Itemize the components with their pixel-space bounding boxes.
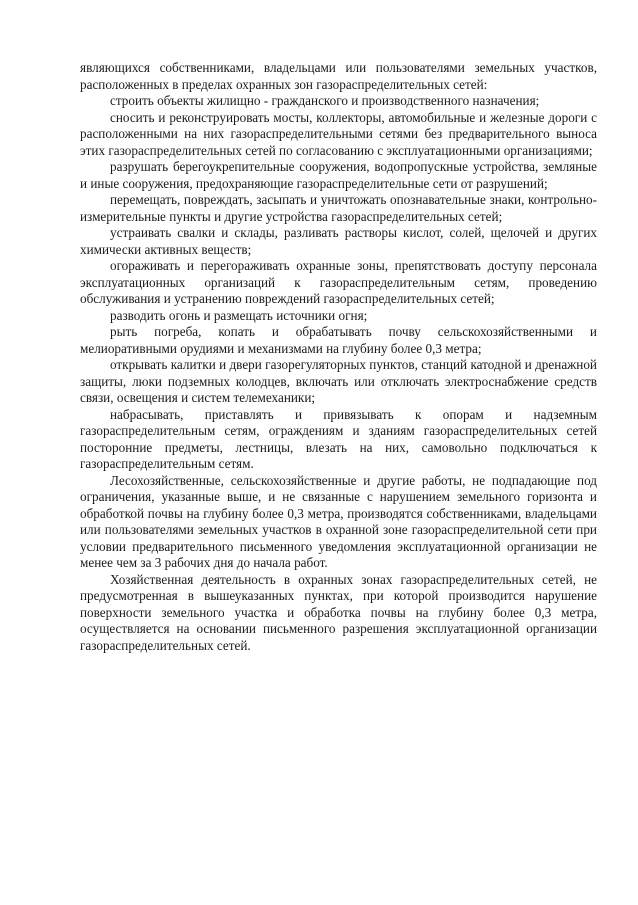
paragraph-item-dig: рыть погреба, копать и обрабатывать почву сельскохозяйственными и мелиоративными орудиями и механизмами на глубину более 0,3 метра;: [80, 324, 597, 356]
paragraph-item-build: строить объекты жилищно - гражданского и производственного назначения;: [110, 93, 540, 108]
document-page: [80, 60, 597, 654]
paragraph-item-open-doors: открывать калитки и двери газорегуляторных пунктов, станций катодной и дренажной защиты, люки подземных колодцев, включать или отключать электроснабжение средств связи, освещения и систем телемеханики;: [80, 357, 597, 405]
paragraph-item-move-signs: перемещать, повреждать, засыпать и уничтожать опознавательные знаки, контрольно-измерительные пункты и другие устройства газораспределительных сетей;: [80, 192, 597, 224]
paragraph-economic-activity: Хозяйственная деятельность в охранных зонах газораспределительных сетей, не предусмотренная в вышеуказанных пунктах, при которой производится нарушение поверхности земельного участка и обработка почвы на глубину более 0,3 метра, осуществляется на основании письменного разрешения эксплуатационной организации газораспределительных сетей.: [80, 571, 597, 653]
paragraph-item-demolish: сносить и реконструировать мосты, коллекторы, автомобильные и железные дороги с расположенными на них газораспределительными сетями без предварительного выноса этих газораспределительных сетей по согласованию с эксплуатационными организациями;: [80, 109, 597, 158]
paragraph-item-destroy: разрушать берегоукрепительные сооружения, водопропускные устройства, земляные и иные сооружения, предохраняющие газораспределительные сети от разрушений;: [80, 159, 597, 191]
paragraph-item-fence: огораживать и перегораживать охранные зоны, препятствовать доступу персонала эксплуатационных организаций к газораспределительным сетям, проведению обслуживания и устранению повреждений газораспределительных сетей;: [80, 258, 597, 306]
paragraph-item-fire: разводить огонь и размещать источники огня;: [110, 307, 368, 323]
paragraph-intro: являющихся собственниками, владельцами или пользователями земельных участков, расположенных в пределах охранных зон газораспределительных сетей:: [80, 60, 597, 92]
paragraph-item-dumps: устраивать свалки и склады, разливать растворы кислот, солей, щелочей и других химически активных веществ;: [80, 225, 597, 257]
paragraph-forestry-works: Лесохозяйственные, сельскохозяйственные и другие работы, не подпадающие под ограничения, указанные выше, и не связанные с нарушением земельного горизонта и обработкой почвы на глубину более 0,3 метра, производятся собственниками, владельцами или пользователями земельных участков в охранной зоне газораспределительной сети при условии предварительного письменного уведомления эксплуатационной организации не менее чем за 3 рабочих дня до начала работ.: [80, 472, 597, 570]
paragraph-item-attach: набрасывать, приставлять и привязывать к опорам и надземным газораспределительным сетям, ограждениям и зданиям газораспределительных сетей посторонние предметы, лестницы, влезать на них, самовольно подключаться к газораспределительным сетям.: [80, 406, 597, 471]
